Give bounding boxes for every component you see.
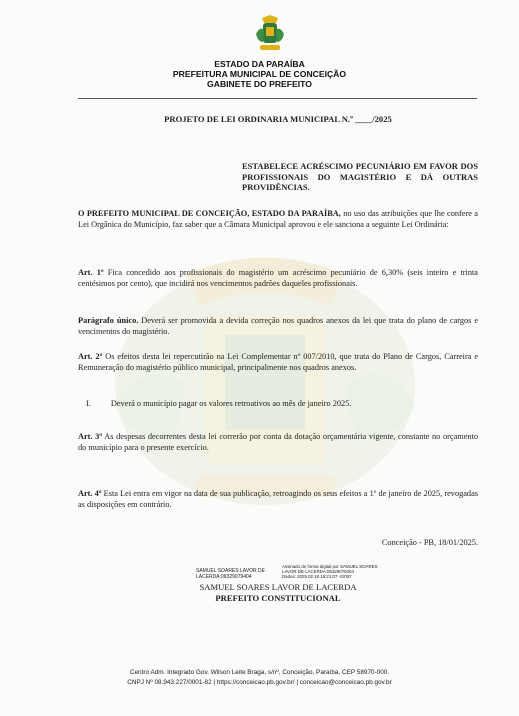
article-1-text: Fica concedido aos profissionais do magistério um acréscimo pecuniário de 6,30% (seis inteiro e trinta centésimos por cento), que incidirá nos vencimentos padrões daqueles profissionais. — [78, 268, 478, 289]
law-title: PROJETO DE LEI ORDINARIA MUNICIPAL N.º ____/2025 — [164, 114, 392, 124]
signatory-role: PREFEITO CONSTITUCIONAL — [215, 593, 341, 603]
preamble — [78, 208, 478, 230]
article-2-label: Art. 2º — [78, 352, 103, 361]
preamble-text: no uso das atribuições que lhe confere a Lei Orgânica do Município, faz saber que a Câmara Municipal aprovou e ele sanciona a seguinte Lei Ordinária: — [78, 209, 478, 230]
date-line: Conceição - PB, 18/01/2025. — [381, 538, 478, 547]
digital-signature-name-line2: LACERDA:06329079404 — [196, 574, 252, 580]
signatory-name: SAMUEL SOARES LAVOR DE LACERDA — [199, 582, 357, 592]
article-1 — [78, 267, 478, 289]
digital-signature-name-line1: SAMUEL SOARES LAVOR DE — [196, 568, 265, 574]
article-4-text: Esta Lei entra em vigor na data de sua publicação, retroagindo os seus efeitos a 1º de janeiro de 2025, revogadas as disposições em contrário. — [78, 489, 478, 510]
sole-paragraph-label: Parágrafo único. — [78, 316, 139, 325]
article-2 — [78, 351, 478, 373]
item-i-text: Deverá o município pagar os valores retroativos ao mês de janeiro 2025. — [110, 399, 352, 408]
digital-signature-details — [282, 564, 378, 580]
article-4 — [78, 488, 478, 510]
footer-contact: CNPJ Nº 08.943.227/0001-82 | https://conceicao.pb.gov.br/ | conceicao@conceicao.pb.gov.br — [127, 679, 392, 686]
law-summary: ESTABELECE ACRÉSCIMO PECUNIÁRIO EM FAVOR DOS PROFISSIONAIS DO MAGISTÉRIO E DÁ OUTRAS PROVIDÊNCIAS. — [242, 161, 478, 193]
article-1-label: Art. 1º — [78, 268, 104, 277]
sole-paragraph-text: Deverá ser promovida a devida correção nos quadros anexos da lei que trata do plano de cargos e vencimentos do magistério. — [78, 316, 479, 337]
sole-paragraph — [78, 315, 478, 337]
header-divider — [78, 98, 477, 99]
coat-of-arms-seal — [254, 14, 286, 54]
article-3-text: As despesas decorrentes desta lei correrão por conta da dotação orçamentária vigente, constante no orçamento do município para o presente exercício. — [78, 432, 478, 453]
digital-signature-name — [196, 568, 265, 580]
header-city-hall: PREFEITURA MUNICIPAL DE CONCEIÇÃO — [172, 69, 347, 79]
digital-signature-detail-2: LAVOR DE LACERDA:06329079404 — [282, 569, 354, 575]
item-i — [86, 398, 478, 409]
article-3-label: Art. 3º — [78, 432, 103, 441]
digital-signature-detail-1: Assinado de forma digital por SAMUEL SOARES — [282, 564, 378, 569]
digital-signature-detail-3: Dados: 2025.02.18 16:21:07 -03'00' — [282, 574, 352, 580]
footer-address: Centro Adm. Integrado Gov. Wilson Leite Braga, s/nº, Conceição, Paraíba, CEP 58970-000. — [129, 669, 390, 676]
item-i-label: I. — [86, 399, 91, 408]
preamble-bold: O PREFEITO MUNICIPAL DE CONCEIÇÃO, ESTADO DA PARAÍBA, — [78, 209, 341, 218]
article-3 — [78, 431, 478, 453]
header-office: GABINETE DO PREFEITO — [207, 79, 312, 89]
header-state: ESTADO DA PARAÍBA — [214, 59, 305, 69]
article-2-text: Os efeitos desta lei repercutirão na Lei Complementar nº 007/2010, que trata do Plano de Cargos, Carreira e Remuneração do magistério público municipal, principalmente nos quadros anexos. — [78, 352, 478, 373]
article-4-label: Art. 4º — [78, 489, 102, 498]
